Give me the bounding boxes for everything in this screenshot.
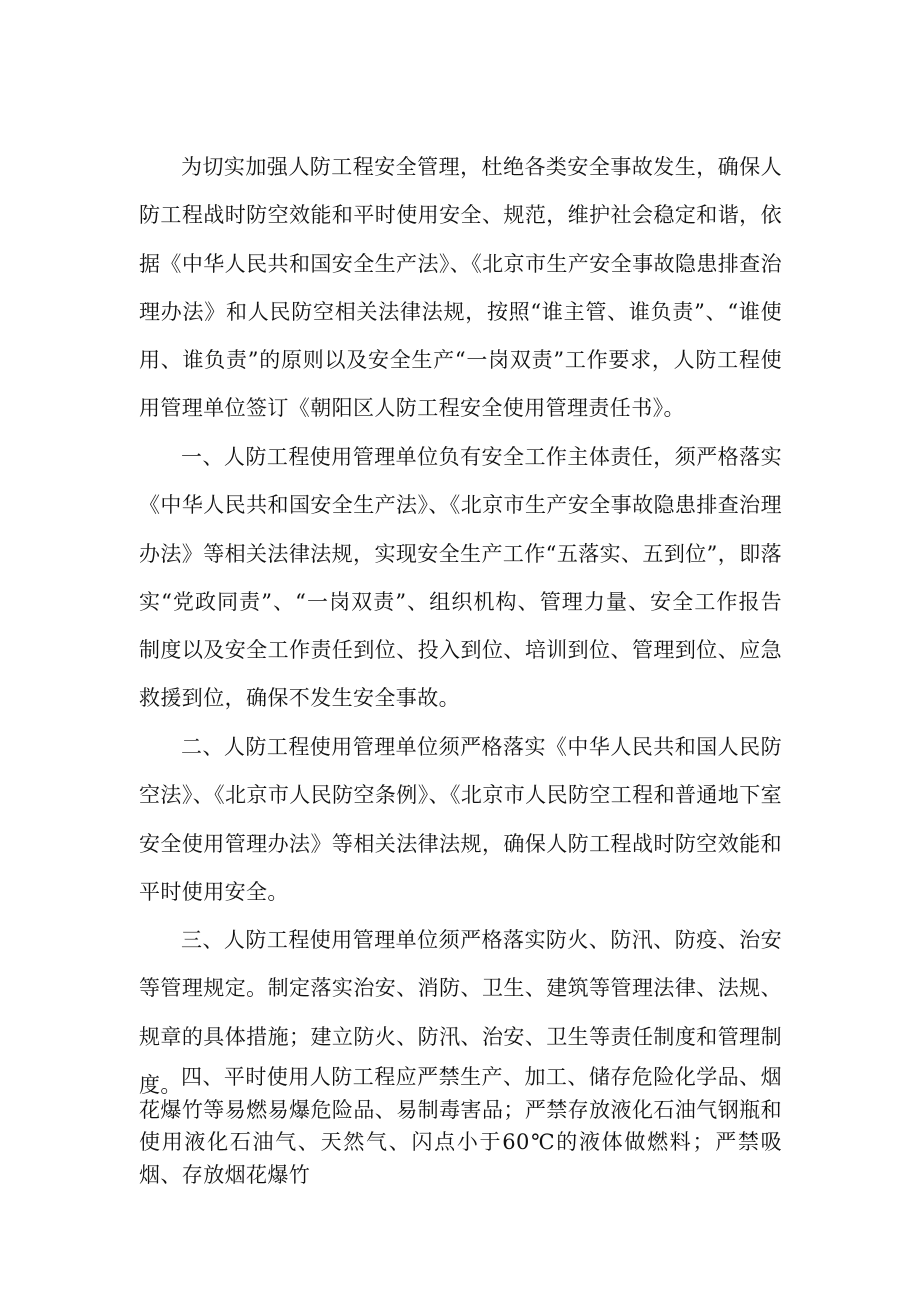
paragraph-clause-2: 二、人防工程使用管理单位须严格落实《中华人民共和国人民防空法》、《北京市人民防空条例》、《北京市人民防空工程和普通地下室安全使用管理办法》等相关法律法规，确保人防工程战时防空效能和平时使用安全。 [139,735,782,904]
paragraph-preamble: 为切实加强人防工程安全管理，杜绝各类安全事故发生，确保人防工程战时防空效能和平时使用安全、规范，维护社会稳定和谐，依据《中华人民共和国安全生产法》、《北京市生产安全事故隐患排查治理办法》和人民防空相关法律法规，按照“谁主管、谁负责”、“谁使用、谁负责”的原则以及安全生产“一岗双责”工作要求，人防工程使用管理单位签订《朝阳区人防工程安全使用管理责任书》。 [139,155,782,421]
paragraph-clause-1: 一、人防工程使用管理单位负有安全工作主体责任，须严格落实《中华人民共和国安全生产法》、《北京市生产安全事故隐患排查治理办法》等相关法律法规，实现安全生产工作“五落实、五到位”，即落实“党政同责”、“一岗双责”、组织机构、管理力量、安全工作报告制度以及安全工作责任到位、投入到位、培训到位、管理到位、应急救援到位，确保不发生安全事故。 [139,445,782,711]
paragraph-clause-3: 三、人防工程使用管理单位须严格落实防火、防汛、防疫、治安等管理规定。制定落实治安、消防、卫生、建筑等管理法律、法规、规章的具体措施；建立防火、防汛、治安、卫生等责任制度和管理制度。 [139,928,782,1097]
paragraph-clause-4: 四、平时使用人防工程应严禁生产、加工、储存危险化学品、烟花爆竹等易燃易爆危险品、易制毒害品；严禁存放液化石油气钢瓶和使用液化石油气、天然气、闪点小于60℃的液体做燃料；严禁吸烟、存放烟花爆竹 [139,1065,782,1187]
